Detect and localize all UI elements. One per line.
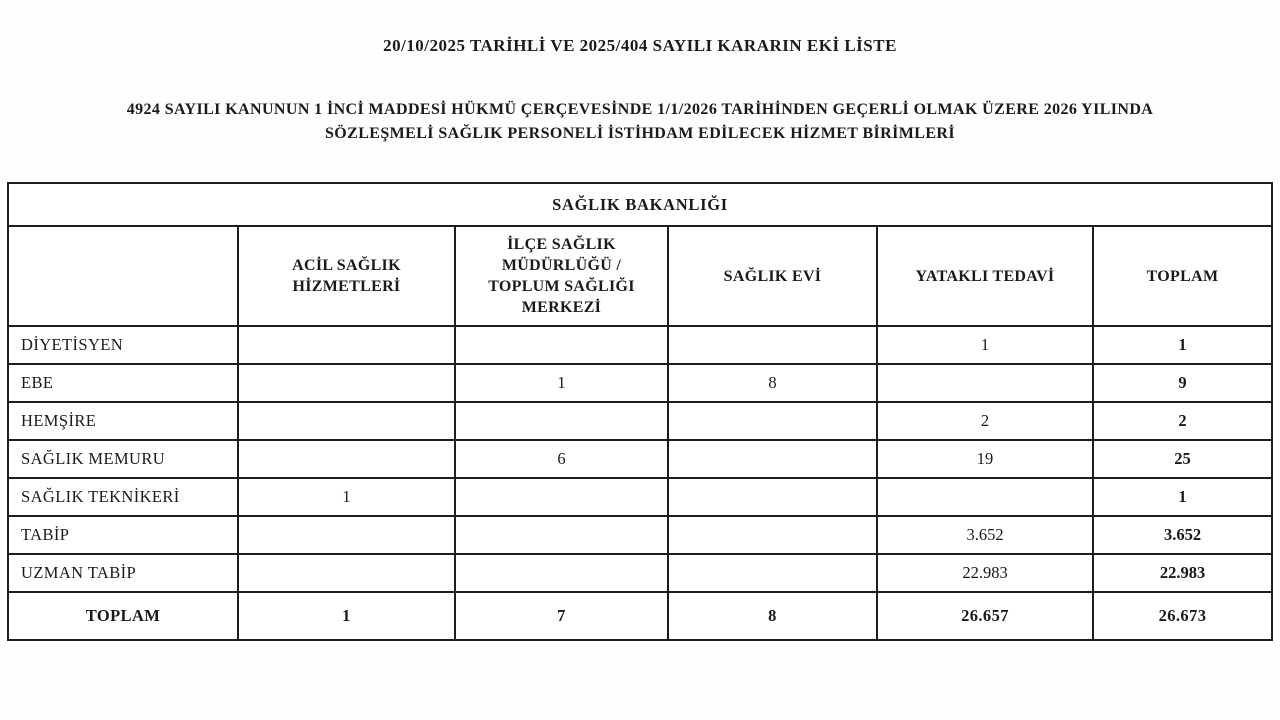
cell-acil-total: 1 xyxy=(238,592,455,640)
row-label: UZMAN TABİP xyxy=(8,554,238,592)
column-header-acil-saglik-hizmetleri: ACİL SAĞLIK HİZMETLERİ xyxy=(238,226,455,326)
document-subtitle-line1: 4924 SAYILI KANUNUN 1 İNCİ MADDESİ HÜKMÜ ÇERÇEVESİNDE 1/1/2026 TARİHİNDEN GEÇERLİ OLMAK ÜZERE 2026 YILINDA xyxy=(126,101,1154,118)
cell-saglik-evi xyxy=(668,440,877,478)
table-row-ebe xyxy=(8,364,1272,402)
cell-yatakli: 3.652 xyxy=(877,516,1093,554)
column-header-empty xyxy=(8,226,238,326)
document-title: 20/10/2025 TARİHLİ VE 2025/404 SAYILI KARARIN EKİ LİSTE xyxy=(383,36,897,55)
cell-acil xyxy=(238,516,455,554)
cell-toplam: 25 xyxy=(1093,440,1272,478)
row-label-toplam: TOPLAM xyxy=(8,592,238,640)
cell-acil xyxy=(238,554,455,592)
cell-yatakli xyxy=(877,364,1093,402)
table-row-hemsire xyxy=(8,402,1272,440)
cell-toplam: 1 xyxy=(1093,326,1272,364)
column-header-yatakli-tedavi: YATAKLI TEDAVİ xyxy=(877,226,1093,326)
column-header-toplam: TOPLAM xyxy=(1093,226,1272,326)
cell-acil xyxy=(238,440,455,478)
cell-saglik-evi xyxy=(668,326,877,364)
cell-saglik-evi xyxy=(668,402,877,440)
cell-acil xyxy=(238,402,455,440)
cell-toplam: 9 xyxy=(1093,364,1272,402)
row-label: HEMŞİRE xyxy=(8,402,238,440)
table-header-saglik-bakanligi: SAĞLIK BAKANLIĞI xyxy=(8,183,1272,226)
cell-ilce xyxy=(455,326,668,364)
table-row-toplam xyxy=(8,592,1272,640)
row-label: SAĞLIK TEKNİKERİ xyxy=(8,478,238,516)
column-header-saglik-evi: SAĞLIK EVİ xyxy=(668,226,877,326)
table-row-diyetisyen xyxy=(8,326,1272,364)
cell-saglik-evi: 8 xyxy=(668,364,877,402)
cell-toplam: 2 xyxy=(1093,402,1272,440)
cell-toplam: 3.652 xyxy=(1093,516,1272,554)
table-column-header-row xyxy=(8,226,1272,326)
cell-ilce xyxy=(455,516,668,554)
cell-yatakli-total: 26.657 xyxy=(877,592,1093,640)
column-header-ilce-saglik-mudurlugu: İLÇE SAĞLIK MÜDÜRLÜĞÜ / TOPLUM SAĞLIĞI MERKEZİ xyxy=(455,226,668,326)
cell-toplam: 22.983 xyxy=(1093,554,1272,592)
cell-ilce xyxy=(455,478,668,516)
cell-toplam: 1 xyxy=(1093,478,1272,516)
table-row-tabip xyxy=(8,516,1272,554)
cell-saglik-evi xyxy=(668,554,877,592)
cell-ilce xyxy=(455,554,668,592)
row-label: SAĞLIK MEMURU xyxy=(8,440,238,478)
cell-ilce: 6 xyxy=(455,440,668,478)
document-subtitle xyxy=(0,98,1280,146)
cell-yatakli: 19 xyxy=(877,440,1093,478)
cell-ilce xyxy=(455,402,668,440)
table-row-saglik-teknikeri xyxy=(8,478,1272,516)
table-row-uzman-tabip xyxy=(8,554,1272,592)
cell-saglik-evi xyxy=(668,516,877,554)
document-subtitle-line2: SÖZLEŞMELİ SAĞLIK PERSONELİ İSTİHDAM EDİLECEK HİZMET BİRİMLERİ xyxy=(325,125,955,142)
cell-toplam-total: 26.673 xyxy=(1093,592,1272,640)
cell-ilce: 1 xyxy=(455,364,668,402)
row-label: TABİP xyxy=(8,516,238,554)
cell-yatakli: 1 xyxy=(877,326,1093,364)
cell-saglik-evi-total: 8 xyxy=(668,592,877,640)
cell-yatakli xyxy=(877,478,1093,516)
table-spanning-header-row xyxy=(8,183,1272,226)
cell-acil xyxy=(238,326,455,364)
cell-saglik-evi xyxy=(668,478,877,516)
cell-yatakli: 22.983 xyxy=(877,554,1093,592)
cell-ilce-total: 7 xyxy=(455,592,668,640)
cell-yatakli: 2 xyxy=(877,402,1093,440)
row-label: EBE xyxy=(8,364,238,402)
personnel-table xyxy=(7,182,1273,641)
table-row-saglik-memuru xyxy=(8,440,1272,478)
row-label: DİYETİSYEN xyxy=(8,326,238,364)
cell-acil: 1 xyxy=(238,478,455,516)
cell-acil xyxy=(238,364,455,402)
